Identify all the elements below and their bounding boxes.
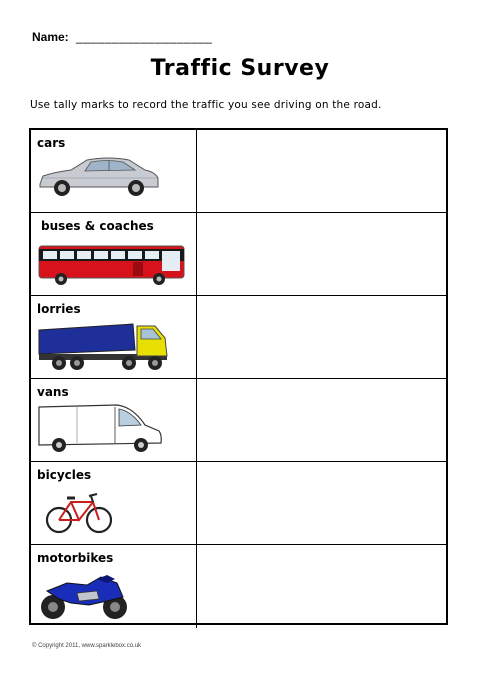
car-icon (37, 154, 162, 202)
vehicle-label-lorries: lorries (37, 302, 81, 316)
tally-cell-buses[interactable] (197, 213, 446, 295)
vehicle-cell (31, 379, 197, 461)
vehicle-label-vans: vans (37, 385, 69, 399)
name-blank[interactable]: ___________________ (76, 30, 213, 44)
table-row (31, 130, 446, 213)
tally-cell-cars[interactable] (197, 130, 446, 212)
tally-cell-motorbikes[interactable] (197, 545, 446, 628)
table-row (31, 296, 446, 379)
table-row (31, 462, 446, 545)
table-row (31, 545, 446, 628)
bicycle-icon (45, 486, 115, 538)
page-title: Traffic Survey (150, 56, 330, 81)
vehicle-cell (31, 462, 197, 544)
vehicle-cell (31, 545, 197, 628)
table-row (31, 213, 446, 296)
vehicle-label-buses: buses & coaches (41, 219, 154, 233)
motorbike-icon (37, 569, 132, 625)
van-icon (37, 403, 165, 457)
table-row (31, 379, 446, 462)
tally-cell-vans[interactable] (197, 379, 446, 461)
vehicle-label-cars: cars (37, 136, 66, 150)
lorry-icon (37, 320, 172, 376)
vehicle-cell (31, 130, 197, 212)
vehicle-label-motorbikes: motorbikes (37, 551, 114, 565)
vehicle-cell (31, 213, 197, 295)
tally-cell-lorries[interactable] (197, 296, 446, 378)
survey-table (29, 128, 448, 625)
name-label: Name: (32, 30, 69, 44)
tally-cell-bicycles[interactable] (197, 462, 446, 544)
copyright-footer: © Copyright 2011, www.sparklebox.co.uk (32, 643, 142, 649)
instructions-text: Use tally marks to record the traffic you see driving on the road. (30, 99, 382, 111)
name-field-line (32, 30, 212, 44)
bus-icon (37, 243, 187, 287)
vehicle-label-bicycles: bicycles (37, 468, 92, 482)
vehicle-cell (31, 296, 197, 378)
